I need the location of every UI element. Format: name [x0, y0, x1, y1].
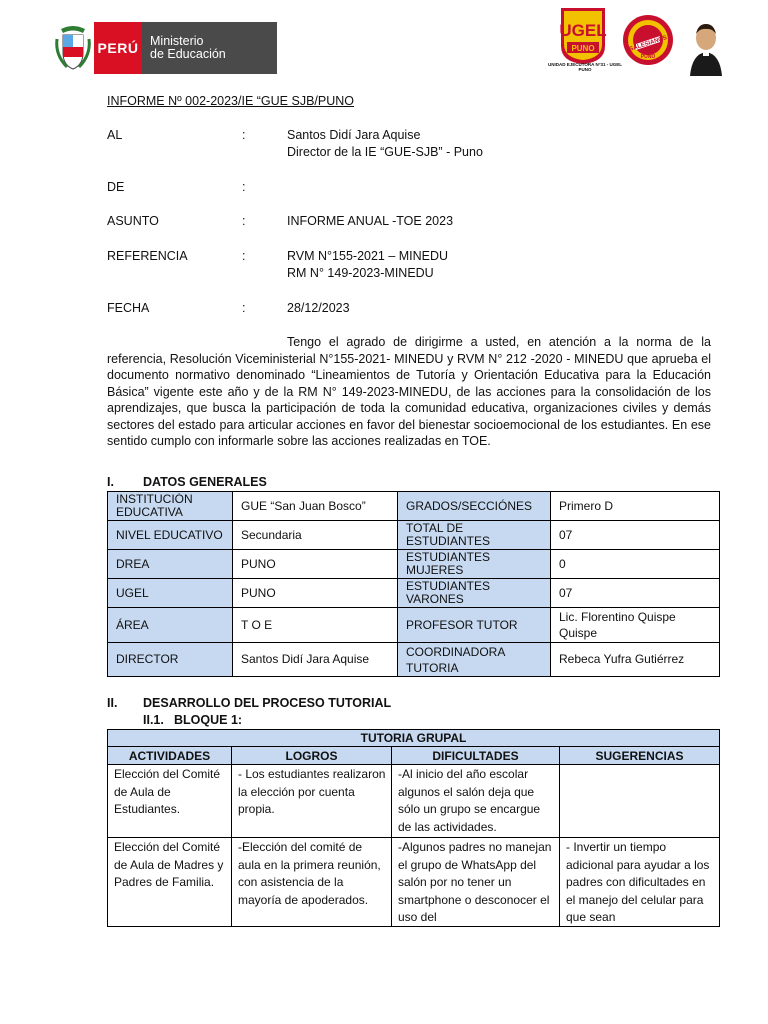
table-row	[108, 643, 720, 677]
table-row	[108, 550, 720, 579]
table-cell	[392, 838, 560, 927]
table-cell: Elección del Comité de Aula de Estudiantes.	[108, 765, 232, 838]
ministry-line-1: Ministerio	[150, 34, 204, 48]
table-cell: 0	[551, 550, 720, 579]
page-header	[0, 0, 768, 90]
field-fecha-colon: :	[242, 301, 246, 315]
table-cell: PUNO	[233, 579, 398, 608]
field-al-line-1: Santos Didí Jara Aquise	[287, 128, 421, 142]
table-cell	[108, 838, 232, 927]
table-cell: ÁREA	[108, 608, 233, 643]
field-al-line-2: Director de la IE “GUE-SJB” - Puno	[287, 145, 483, 159]
intro-paragraph	[107, 334, 711, 450]
informe-title: INFORME Nº 002-2023/IE “GUE SJB/PUNO	[107, 94, 354, 108]
field-asunto-colon: :	[242, 214, 246, 228]
table-cell: -Al inicio del año escolar algunos el salón deja que sólo un grupo se encargue de las actividades.	[392, 765, 560, 838]
peru-coat-of-arms-icon	[52, 22, 94, 74]
svg-text:PUNO: PUNO	[640, 54, 656, 60]
svg-text:PUNO: PUNO	[571, 44, 595, 53]
section-2-title: DESARROLLO DEL PROCESO TUTORIAL	[143, 696, 392, 710]
table-cell: DREA	[108, 550, 233, 579]
column-header: ACTIVIDADES	[108, 747, 232, 765]
field-asunto-label: ASUNTO	[107, 214, 159, 228]
field-fecha-label: FECHA	[107, 301, 150, 315]
table-row	[108, 521, 720, 550]
table-cell: T O E	[233, 608, 398, 643]
ministry-label	[142, 22, 277, 74]
table-row	[108, 765, 720, 838]
cell-text: -Algunos padres no manejan el grupo de WhatsApp del salón por no tener un smartphone o desconocer el uso del	[398, 840, 552, 924]
salesianos-logo	[622, 14, 674, 66]
table-row	[108, 579, 720, 608]
table-cell: 07	[551, 521, 720, 550]
field-asunto-value: INFORME ANUAL -TOE 2023	[287, 214, 454, 228]
section-2-number: II.	[107, 696, 118, 710]
table-cell: PUNO	[233, 550, 398, 579]
table-cell: ESTUDIANTES MUJERES	[398, 550, 551, 579]
table-cell: DIRECTOR	[108, 643, 233, 677]
table-cell: - Los estudiantes realizaron la elección por cuenta propia.	[232, 765, 392, 838]
table-cell: ESTUDIANTES VARONES	[398, 579, 551, 608]
table-row	[108, 608, 720, 643]
peru-label: PERÚ	[94, 22, 142, 74]
datos-generales-table	[107, 491, 720, 677]
cell-text: Elección del Comité de Aula de Madres y Padres de Familia.	[114, 840, 224, 889]
intro-paragraph-text: Tengo el agrado de dirigirme a usted, en atención a la norma de la referencia, Resolución Viceministerial N°155-2021- MINEDU y RVM N° 212 -2020 - MINEDU que aprueba el documento normativo denominado “Lineamientos de Tutoría y Orientación Educativa para la Educación Básica” vigente este año y de la RM N° 149-2023-MINEDU, de las acciones para la consolidación de los aprendizajes, que busca la participación de toda la comunidad educativa, organizaciones civiles y demás sectores del estado para articular acciones en favor del bienestar socioemocional de los estudiantes. En ese sentido cumplo con informarle sobre las acciones realizadas en TOE.	[107, 335, 711, 448]
ministry-line-2: de Educación	[150, 47, 226, 61]
table-cell: GUE “San Juan Bosco”	[233, 492, 398, 521]
svg-text:UGEL: UGEL	[559, 21, 607, 40]
table-cell: Lic. Florentino Quispe Quispe	[551, 608, 720, 643]
tutoria-grupal-table	[107, 729, 720, 927]
table-cell: Rebeca Yufra Gutiérrez	[551, 643, 720, 677]
table-cell	[560, 838, 720, 927]
institucion-label: INSTITUCIÓN EDUCATIVA	[116, 493, 193, 519]
table-title: TUTORIA GRUPAL	[108, 730, 720, 747]
field-al-colon: :	[242, 128, 246, 142]
subsection-number: II.1.	[143, 713, 164, 727]
section-1-number: I.	[107, 475, 114, 489]
table-cell: 07	[551, 579, 720, 608]
field-de-colon: :	[242, 180, 246, 194]
field-referencia-line-1: RVM N°155-2021 – MINEDU	[287, 249, 449, 263]
subsection-title: BLOQUE 1:	[174, 713, 243, 727]
table-cell	[560, 765, 720, 838]
section-1-title: DATOS GENERALES	[143, 475, 267, 489]
table-cell: GRADOS/SECCIÓNES	[398, 492, 551, 521]
field-referencia-line-2: RM N° 149-2023-MINEDU	[287, 266, 434, 280]
field-de-label: DE	[107, 180, 125, 194]
table-header-row	[108, 747, 720, 765]
table-cell: Secundaria	[233, 521, 398, 550]
column-header: DIFICULTADES	[392, 747, 560, 765]
svg-text:SALESIANOS: SALESIANOS	[628, 35, 668, 53]
ministry-logo	[52, 22, 277, 74]
table-cell: TOTAL DE ESTUDIANTES	[398, 521, 551, 550]
field-referencia-colon: :	[242, 249, 246, 263]
table-cell	[108, 492, 233, 521]
column-header: LOGROS	[232, 747, 392, 765]
table-title-row	[108, 730, 720, 747]
table-cell: Primero D	[551, 492, 720, 521]
field-referencia-label: REFERENCIA	[107, 249, 188, 263]
table-cell: PROFESOR TUTOR	[398, 608, 551, 643]
field-fecha-value: 28/12/2023	[287, 301, 350, 315]
ugel-caption: UNIDAD EJECUTORA N°31 - UGEL PUNO	[547, 62, 623, 72]
cell-text: - Invertir un tiempo adicional para ayudar a los padres con dificultades en el manejo del celular para que sean	[566, 840, 710, 924]
table-row	[108, 492, 720, 521]
field-al-label: AL	[107, 128, 123, 142]
table-cell: Santos Didí Jara Aquise	[233, 643, 398, 677]
table-cell: COORDINADORA TUTORIA	[398, 643, 551, 677]
table-cell: NIVEL EDUCATIVO	[108, 521, 233, 550]
don-bosco-portrait-icon	[686, 18, 726, 76]
table-cell	[232, 838, 392, 927]
cell-text: -Elección del comité de aula en la primera reunión, con asistencia de la mayoría de apoderados.	[238, 840, 381, 907]
ugel-puno-logo	[558, 6, 608, 66]
table-row	[108, 838, 720, 927]
column-header: SUGERENCIAS	[560, 747, 720, 765]
table-cell: UGEL	[108, 579, 233, 608]
